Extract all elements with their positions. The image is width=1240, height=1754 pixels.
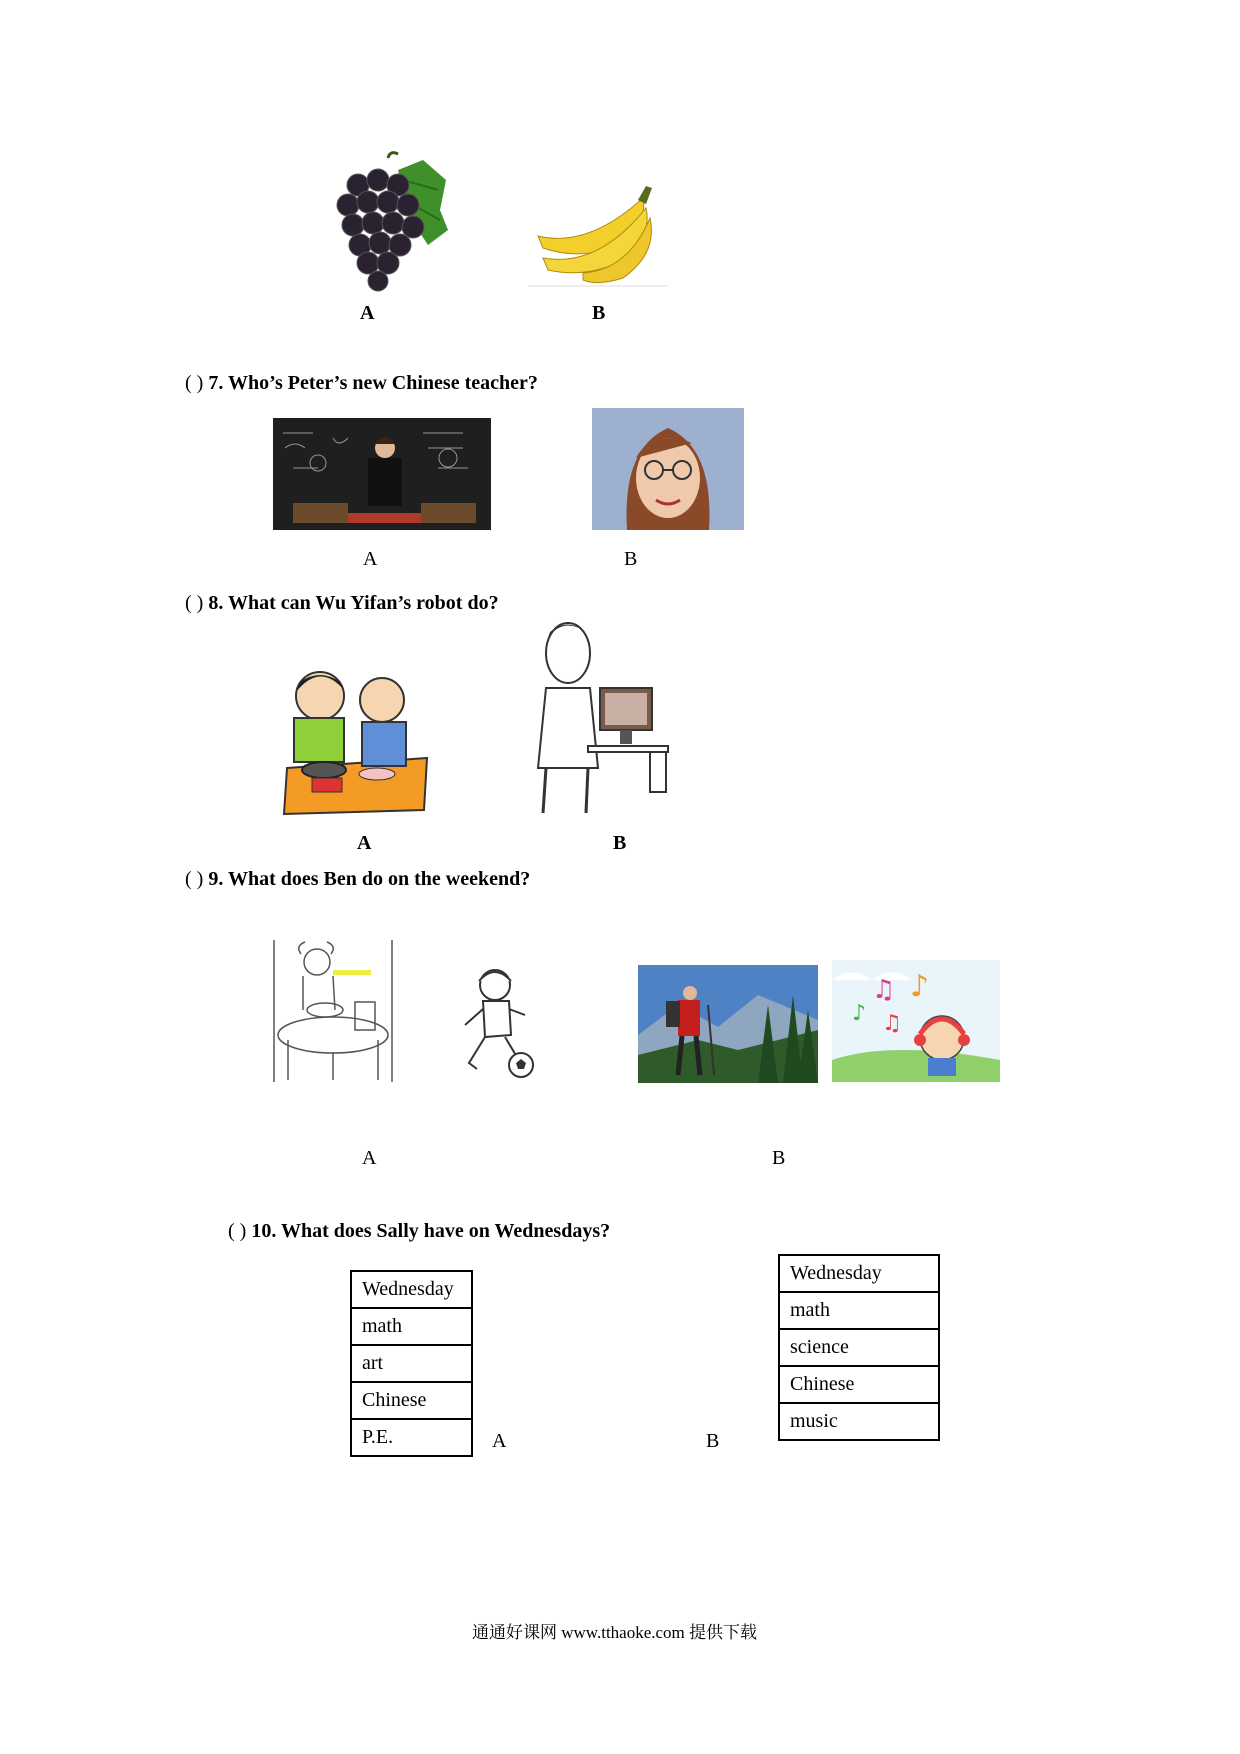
question-9 bbox=[185, 868, 530, 891]
schedule-cell: Chinese bbox=[351, 1382, 472, 1419]
schedule-cell: music bbox=[779, 1403, 939, 1440]
q10-option-a-label: A bbox=[492, 1430, 507, 1452]
schedule-cell: Wednesday bbox=[351, 1271, 472, 1308]
q7-option-a-label: A bbox=[363, 548, 378, 570]
boys-cooking-image bbox=[282, 668, 432, 816]
schedule-cell: art bbox=[351, 1345, 472, 1382]
schedule-cell: science bbox=[779, 1329, 939, 1366]
woman-portrait-image bbox=[592, 408, 744, 530]
schedule-cell: P.E. bbox=[351, 1419, 472, 1456]
schedule-cell: math bbox=[779, 1292, 939, 1329]
schedule-table-a bbox=[350, 1270, 473, 1457]
grapes-image bbox=[328, 150, 453, 295]
boy-playing-football-image bbox=[455, 965, 540, 1080]
teacher-blackboard-image bbox=[273, 418, 491, 530]
schedule-cell: math bbox=[351, 1308, 472, 1345]
q9-option-b-label: B bbox=[772, 1147, 786, 1169]
q10-option-b-label: B bbox=[706, 1430, 720, 1452]
question-text: 8. What can Wu Yifan’s robot do? bbox=[208, 592, 499, 614]
schedule-cell: Wednesday bbox=[779, 1255, 939, 1292]
q8-option-b-label: B bbox=[613, 832, 627, 854]
question-text: 9. What does Ben do on the weekend? bbox=[208, 868, 531, 890]
question-8 bbox=[185, 592, 499, 615]
svg-text:♪: ♪ bbox=[910, 969, 930, 1004]
schedule-cell: Chinese bbox=[779, 1366, 939, 1403]
question-7 bbox=[185, 372, 538, 395]
banana-image bbox=[528, 178, 668, 288]
svg-text:♪: ♪ bbox=[852, 1001, 867, 1026]
man-at-computer-image bbox=[528, 618, 678, 818]
q8-option-a-label: A bbox=[357, 832, 372, 854]
girl-cooking-sketch-image bbox=[273, 940, 393, 1082]
answer-blank[interactable]: ( ) bbox=[228, 1220, 247, 1242]
page-footer: 通通好课网 www.tthaoke.com 提供下载 bbox=[472, 1623, 758, 1642]
q7-option-b-label: B bbox=[624, 548, 638, 570]
q6-option-a-label: A bbox=[360, 302, 375, 324]
svg-text:♫: ♫ bbox=[872, 975, 896, 1005]
schedule-table-b bbox=[778, 1254, 940, 1441]
answer-blank[interactable]: ( ) bbox=[185, 868, 204, 890]
hiking-photo-image bbox=[638, 965, 818, 1083]
answer-blank[interactable]: ( ) bbox=[185, 592, 204, 614]
svg-text:♫: ♫ bbox=[882, 1011, 902, 1036]
question-10 bbox=[228, 1220, 610, 1243]
q9-option-a-label: A bbox=[362, 1147, 377, 1169]
question-text: 10. What does Sally have on Wednesdays? bbox=[251, 1220, 611, 1242]
answer-blank[interactable]: ( ) bbox=[185, 372, 204, 394]
girl-listening-music-image bbox=[832, 960, 1000, 1082]
q6-option-b-label: B bbox=[592, 302, 606, 324]
question-text: 7. Who’s Peter’s new Chinese teacher? bbox=[208, 372, 538, 394]
